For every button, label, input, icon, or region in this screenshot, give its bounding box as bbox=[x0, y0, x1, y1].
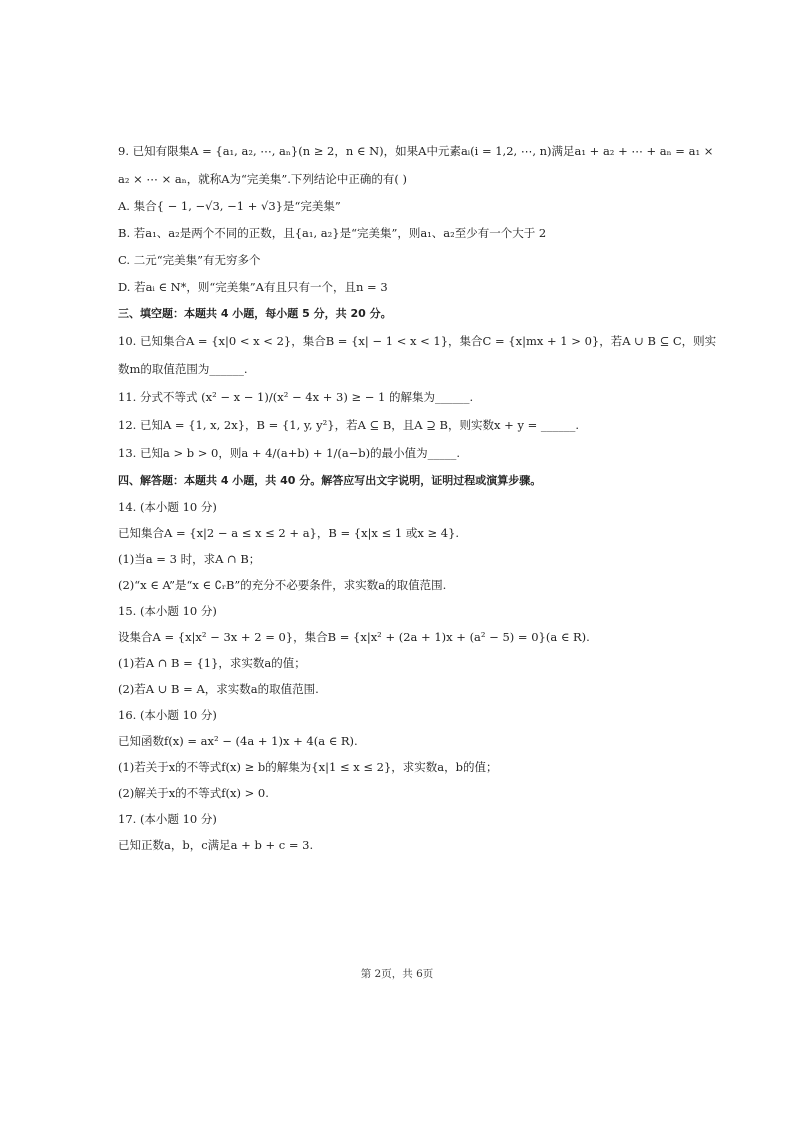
q16-stem: 已知函数f(x) = ax² − (4a + 1)x + 4(a ∈ R). bbox=[118, 734, 358, 748]
q17-title: 17. (本小题 10 分) bbox=[118, 812, 217, 826]
q17-stem: 已知正数a，b，c满足a + b + c = 3. bbox=[118, 838, 314, 852]
q9-option-d: D. 若aᵢ ∈ N*，则“完美集”A有且只有一个，且n = 3 bbox=[118, 280, 388, 294]
q9-stem-line2: a₂ × ⋯ × aₙ，就称A为“完美集”.下列结论中正确的有( ) bbox=[118, 172, 408, 186]
q14-stem: 已知集合A = {x|2 − a ≤ x ≤ 2 + a}，B = {x|x ≤ 1 或x ≥ 4}. bbox=[118, 526, 460, 540]
exam-content bbox=[118, 143, 717, 853]
q14-part1: (1)当a = 3 时，求A ∩ B； bbox=[118, 552, 261, 566]
q15-part2: (2)若A ∪ B = A，求实数a的取值范围. bbox=[118, 682, 319, 696]
section-4-heading: 四、解答题：本题共 4 小题，共 40 分。解答应写出文字说明，证明过程或演算步骤。 bbox=[118, 474, 542, 487]
q14-title: 14. (本小题 10 分) bbox=[118, 500, 217, 514]
q9-option-a: A. 集合{ − 1, −√3, −1 + √3}是“完美集” bbox=[118, 199, 341, 213]
question-9 bbox=[118, 143, 714, 295]
q9-stem-line1: 9. 已知有限集A = {a₁, a₂, ⋯, aₙ}(n ≥ 2，n ∈ N)，如果A中元素aᵢ(i = 1,2, ⋯, n)满足a₁ + a₂ + ⋯ + aₙ = a₁ × bbox=[118, 144, 714, 158]
question-15 bbox=[118, 603, 688, 697]
question-10 bbox=[118, 333, 717, 377]
question-16 bbox=[118, 707, 688, 801]
q15-stem: 设集合A = {x|x² − 3x + 2 = 0}，集合B = {x|x² + (2a + 1)x + (a² − 5) = 0}(a ∈ R). bbox=[118, 630, 590, 644]
page-footer: 第 2页，共 6页 bbox=[360, 968, 434, 980]
q16-title: 16. (本小题 10 分) bbox=[118, 708, 217, 722]
q10-line1: 10. 已知集合A = {x|0 < x < 2}，集合B = {x| − 1 < x < 1}，集合C = {x|mx + 1 > 0}，若A ∪ B ⊆ C，则实 bbox=[118, 334, 717, 348]
q9-option-b: B. 若a₁、a₂是两个不同的正数，且{a₁, a₂}是“完美集”，则a₁、a₂至少有一个大于 2 bbox=[118, 226, 547, 240]
q15-title: 15. (本小题 10 分) bbox=[118, 604, 217, 618]
section-3-heading: 三、填空题：本题共 4 小题，每小题 5 分，共 20 分。 bbox=[118, 307, 392, 320]
q16-part1: (1)若关于x的不等式f(x) ≥ b的解集为{x|1 ≤ x ≤ 2}，求实数a，b的值； bbox=[118, 760, 498, 774]
question-13: 13. 已知a > b > 0，则a + 4/(a+b) + 1/(a−b)的最小值为_____. bbox=[118, 446, 461, 460]
q16-part2: (2)解关于x的不等式f(x) > 0. bbox=[118, 786, 269, 800]
question-14 bbox=[118, 499, 688, 593]
question-12: 12. 已知A = {1, x, 2x}，B = {1, y, y²}，若A ⊆ B，且A ⊇ B，则实数x + y = ______. bbox=[118, 418, 580, 432]
q9-option-c: C. 二元“完美集”有无穷多个 bbox=[118, 253, 261, 267]
q10-line2: 数m的取值范围为______. bbox=[118, 362, 248, 376]
question-17 bbox=[118, 811, 688, 853]
q15-part1: (1)若A ∩ B = {1}，求实数a的值； bbox=[118, 656, 306, 670]
question-11: 11. 分式不等式 (x² − x − 1)/(x² − 4x + 3) ≥ − 1 的解集为______. bbox=[118, 390, 474, 404]
q14-part2: (2)“x ∈ A”是“x ∈ ∁ᵣB”的充分不必要条件，求实数a的取值范围. bbox=[118, 578, 447, 592]
